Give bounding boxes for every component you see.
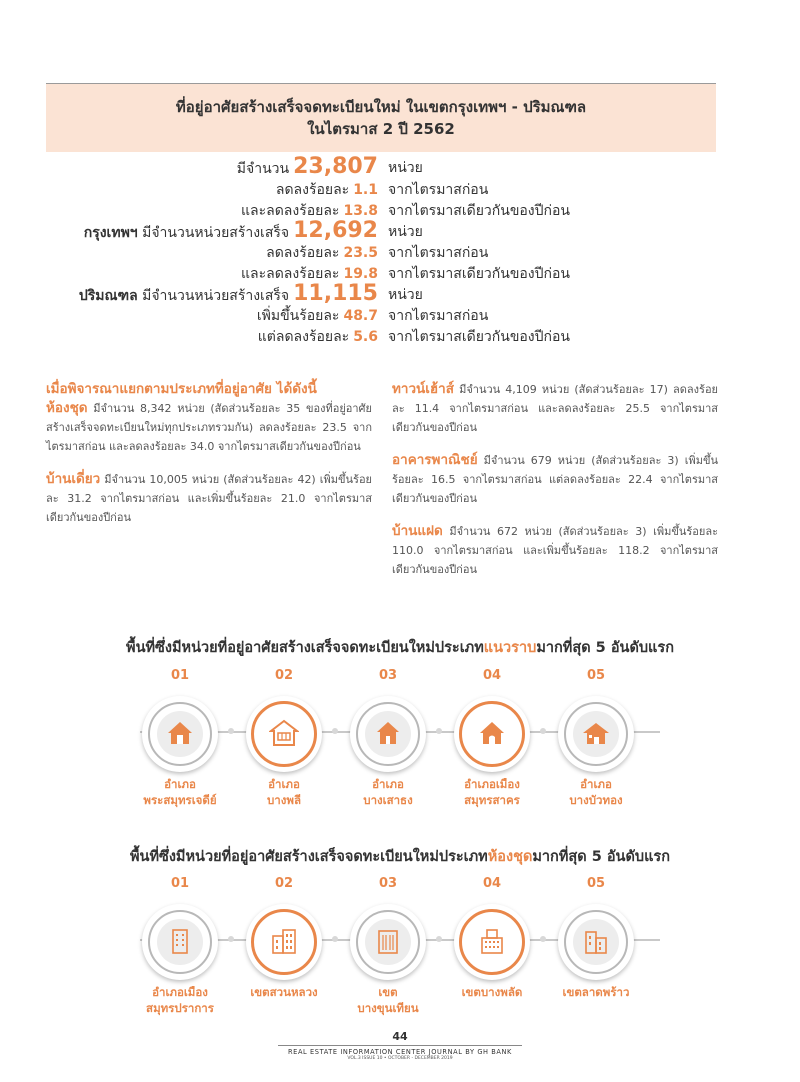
- paragraph-twin-house: [392, 522, 718, 579]
- house-icon: [477, 718, 507, 748]
- summary-text: เพิ่มขึ้นร้อยละ: [256, 308, 340, 324]
- rank-item: [140, 876, 220, 1016]
- house-icon: [165, 718, 195, 748]
- paragraph-body: มีจำนวน 10,005 หน่วย (สัดส่วนร้อยละ 42) เพิ่มขึ้นร้อยละ 31.2 จากไตรมาสก่อน และเพิ่มขึ้นร้อยละ 21.0 จากไตรมาสเดียวกันของปีก่อน: [46, 473, 372, 524]
- summary-suffix: จากไตรมาสก่อน: [388, 182, 489, 198]
- summary-suffix: หน่วย: [388, 224, 423, 240]
- page-footer: [278, 1030, 522, 1061]
- rank-row-condo: [140, 876, 660, 1026]
- summary-text: และลดลงร้อยละ: [241, 203, 340, 219]
- summary-suffix: หน่วย: [388, 160, 423, 176]
- rank-badge: [558, 696, 634, 772]
- paragraph-body: มีจำนวน 679 หน่วย (สัดส่วนร้อยละ 3) เพิ่มขึ้นร้อยละ 16.5 จากไตรมาสก่อน แต่ลดลงร้อยละ 22.4 จากไตรมาสเดียวกันของปีก่อน: [392, 454, 718, 505]
- summary-text: และลดลงร้อยละ: [241, 266, 340, 282]
- rank-label: อำเภอ บางบัวทอง: [569, 777, 623, 807]
- rank-item: [556, 668, 636, 808]
- rank-badge: [142, 904, 218, 980]
- building-icon: [269, 926, 299, 956]
- summary-text: มีจำนวนหน่วยสร้างเสร็จ: [142, 225, 290, 241]
- rank-label: อำเภอเมือง สมุทรปราการ: [146, 985, 214, 1015]
- rank-number: 02: [274, 668, 294, 683]
- summary-row: [46, 281, 746, 306]
- building-icon: [581, 926, 611, 956]
- rank-number: 04: [482, 876, 502, 891]
- house-icon: [373, 718, 403, 748]
- summary-row: [46, 326, 746, 347]
- section-intro: เมื่อพิจารณาแยกตามประเภทที่อยู่อาศัย ได้ดังนี้: [46, 381, 317, 397]
- journal-volume: VOL.3 ISSUE 10 • OCTOBER - DECEMBER 2019: [347, 1056, 453, 1061]
- summary-suffix: หน่วย: [388, 287, 423, 303]
- rank-label: เขตสวนหลวง: [250, 985, 318, 999]
- rank-badge: [142, 696, 218, 772]
- rank-label: เขตลาดพร้าว: [562, 985, 630, 999]
- paragraph-body: มีจำนวน 8,342 หน่วย (สัดส่วนร้อยละ 35 ของที่อยู่อาศัยสร้างเสร็จจดทะเบียนใหม่ทุกประเภทรวมกัน) ลดลงร้อยละ 23.5 จากไตรมาสก่อน และลดลงร้อยละ 34.0 จากไตรมาสเดียวกันของปีก่อน: [46, 402, 372, 453]
- paragraph-body: มีจำนวน 4,109 หน่วย (สัดส่วนร้อยละ 17) ลดลงร้อยละ 11.4 จากไตรมาสก่อน และลดลงร้อยละ 25.5 จากไตรมาสเดียวกันของปีก่อน: [392, 383, 718, 434]
- summary-number: 23,807: [293, 154, 378, 179]
- summary-keyword: ปริมณฑล: [78, 288, 138, 304]
- summary-row: [46, 263, 746, 284]
- paragraph-heading: ทาวน์เฮ้าส์: [392, 381, 454, 397]
- summary-suffix: จากไตรมาสก่อน: [388, 245, 489, 261]
- paragraph-heading: บ้านเดี่ยว: [46, 471, 101, 487]
- rank-number: 01: [170, 876, 190, 891]
- house-icon: [581, 718, 611, 748]
- rank-badge: [246, 696, 322, 772]
- summary-keyword: กรุงเทพฯ: [83, 225, 138, 241]
- paragraph-heading: ห้องชุด: [46, 400, 88, 416]
- rank-label: อำเภอ บางพลี: [266, 777, 301, 807]
- rank-number: 03: [378, 876, 398, 891]
- building-icon: [373, 926, 403, 956]
- summary-suffix: จากไตรมาสเดียวกันของปีก่อน: [388, 203, 570, 219]
- rank-label: เขตบางขุนเทียน: [357, 985, 419, 1015]
- summary-number: 5.6: [353, 329, 378, 345]
- rank-number: 01: [170, 668, 190, 683]
- paragraph-heading: บ้านแฝด: [392, 523, 443, 539]
- summary-text: แต่ลดลงร้อยละ: [257, 329, 350, 345]
- section-title-lowrise: พื้นที่ซึ่งมีหน่วยที่อยู่อาศัยสร้างเสร็จจดทะเบียนใหม่ประเภทแนวราบมากที่สุด 5 อันดับแรก: [126, 640, 674, 656]
- rank-badge: [454, 696, 530, 772]
- paragraph-condo: [46, 399, 372, 456]
- rank-badge: [558, 904, 634, 980]
- page-number: 44: [392, 1030, 408, 1043]
- rank-item: [244, 876, 324, 1000]
- summary-row: [46, 200, 746, 221]
- summary-number: 12,692: [293, 218, 378, 243]
- building-icon: [165, 926, 195, 956]
- paragraph-heading: อาคารพาณิชย์: [392, 452, 478, 468]
- summary-text: ลดลงร้อยละ: [275, 182, 350, 198]
- section-title-condo: พื้นที่ซึ่งมีหน่วยที่อยู่อาศัยสร้างเสร็จจดทะเบียนใหม่ประเภทห้องชุดมากที่สุด 5 อันดับแรก: [129, 849, 671, 865]
- summary-number: 11,115: [293, 281, 378, 306]
- rank-badge: [350, 904, 426, 980]
- summary-text: ลดลงร้อยละ: [266, 245, 340, 261]
- summary-suffix: จากไตรมาสเดียวกันของปีก่อน: [388, 266, 570, 282]
- right-column: [392, 380, 718, 593]
- rank-row-lowrise: [140, 668, 660, 818]
- summary-text: มีจำนวน: [236, 161, 290, 177]
- rank-item: [348, 668, 428, 808]
- rank-number: 02: [274, 876, 294, 891]
- summary-number: 19.8: [343, 266, 378, 282]
- summary-text: มีจำนวนหน่วยสร้างเสร็จ: [142, 288, 290, 304]
- rank-item: [556, 876, 636, 1000]
- footer-divider: [278, 1045, 522, 1046]
- paragraph-body: มีจำนวน 672 หน่วย (สัดส่วนร้อยละ 3) เพิ่มขึ้นร้อยละ 110.0 จากไตรมาสก่อน และเพิ่มขึ้นร้อยละ 118.2 จากไตรมาสเดียวกันของปีก่อน: [392, 525, 718, 576]
- summary-row: [46, 305, 746, 326]
- paragraph-commercial: [392, 451, 718, 508]
- summary-number: 13.8: [343, 203, 378, 219]
- rank-label: อำเภอ บางเสาธง: [363, 777, 413, 807]
- townhouse-icon: [269, 718, 299, 748]
- rank-number: 03: [378, 668, 398, 683]
- rank-number: 04: [482, 668, 502, 683]
- left-column: [46, 380, 372, 541]
- page-title: ที่อยู่อาศัยสร้างเสร็จจดทะเบียนใหม่ ในเขตกรุงเทพฯ - ปริมณฑล: [175, 98, 587, 116]
- paragraph-detached-house: [46, 470, 372, 527]
- summary-number: 48.7: [343, 308, 378, 324]
- summary-suffix: จากไตรมาสก่อน: [388, 308, 489, 324]
- rank-item: [244, 668, 324, 808]
- summary-suffix: จากไตรมาสเดียวกันของปีก่อน: [388, 329, 570, 345]
- rank-label: อำเภอ พระสมุทรเจดีย์: [143, 777, 217, 807]
- summary-number: 1.1: [353, 182, 378, 198]
- rank-label: อำเภอเมือง สมุทรสาคร: [464, 777, 520, 807]
- summary-row: [46, 242, 746, 263]
- rank-item: [348, 876, 428, 1016]
- summary-row: [46, 179, 746, 200]
- rank-number: 05: [586, 668, 606, 683]
- title-box: [46, 83, 716, 152]
- summary-row: [46, 218, 746, 243]
- rank-item: [140, 668, 220, 808]
- summary-number: 23.5: [343, 245, 378, 261]
- paragraph-townhouse: [392, 380, 718, 437]
- page-subtitle: ในไตรมาส 2 ปี 2562: [307, 120, 455, 138]
- rank-label: เขตบางพลัด: [461, 985, 523, 999]
- rank-item: [452, 668, 532, 808]
- journal-name: REAL ESTATE INFORMATION CENTER JOURNAL BY GH BANK: [288, 1048, 512, 1056]
- rank-item: [452, 876, 532, 1000]
- rank-number: 05: [586, 876, 606, 891]
- summary-row: [46, 154, 746, 179]
- rank-badge: [350, 696, 426, 772]
- building-icon: [477, 926, 507, 956]
- rank-badge: [246, 904, 322, 980]
- rank-badge: [454, 904, 530, 980]
